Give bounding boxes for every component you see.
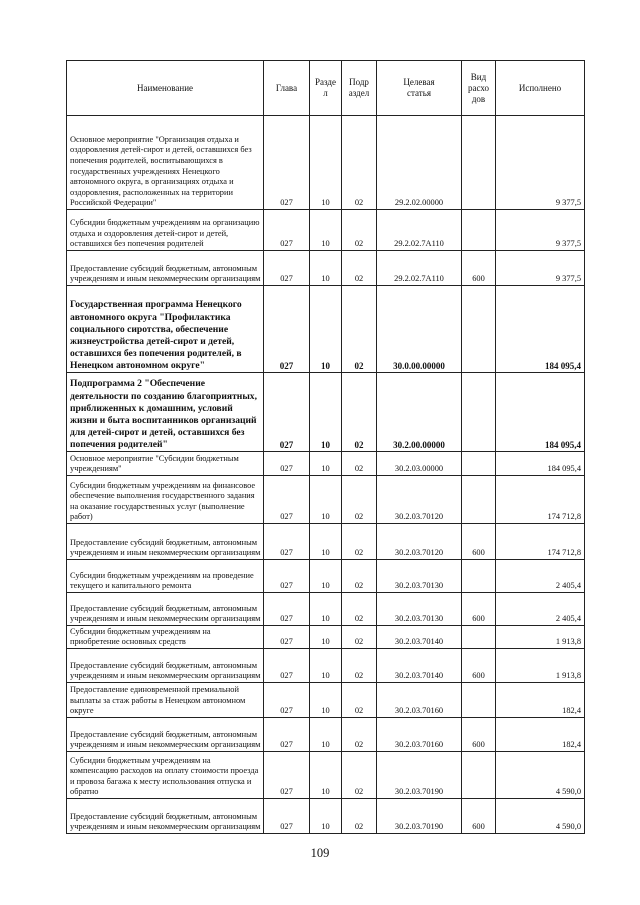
cell-glava: 027 — [264, 593, 310, 626]
cell-name: Основное мероприятие "Организация отдыха и оздоровления детей-сирот и детей, оставшихся без попечения родителей, воспитывающихся в государственных учреждениях Ненецкого автономного округа, в организациях отдыха и оздоровления, расположенных на территории Российской Федерации" — [67, 116, 264, 210]
cell-vid — [462, 373, 496, 452]
cell-vid: 600 — [462, 251, 496, 286]
cell-done: 1 913,8 — [496, 626, 585, 649]
cell-podrazdel: 02 — [342, 476, 377, 524]
cell-target: 30.2.03.70190 — [377, 752, 462, 799]
cell-glava: 027 — [264, 116, 310, 210]
cell-name: Предоставление единовременной премиальной выплаты за стаж работы в Ненецком автономном округе — [67, 683, 264, 718]
cell-vid — [462, 560, 496, 593]
table-row — [67, 560, 585, 593]
cell-name: Предоставление субсидий бюджетным, автономным учреждениям и иным некоммерческим организациям — [67, 524, 264, 560]
table-row — [67, 452, 585, 476]
table-row — [67, 286, 585, 373]
cell-name: Субсидии бюджетным учреждениям на финансовое обеспечение выполнения государственного задания на оказание государственных услуг (выполнение работ) — [67, 476, 264, 524]
cell-target: 30.2.03.70140 — [377, 649, 462, 683]
cell-podrazdel: 02 — [342, 626, 377, 649]
cell-podrazdel: 02 — [342, 524, 377, 560]
cell-glava: 027 — [264, 649, 310, 683]
cell-glava: 027 — [264, 373, 310, 452]
cell-podrazdel: 02 — [342, 593, 377, 626]
cell-name: Основное мероприятие "Субсидии бюджетным учреждениям" — [67, 452, 264, 476]
table-row — [67, 476, 585, 524]
cell-podrazdel: 02 — [342, 116, 377, 210]
header-glava: Глава — [264, 61, 310, 116]
cell-podrazdel: 02 — [342, 649, 377, 683]
cell-target: 30.2.03.70120 — [377, 476, 462, 524]
page-number: 109 — [310, 846, 330, 860]
cell-target: 29.2.02.00000 — [377, 116, 462, 210]
table-body — [67, 116, 585, 834]
table-row — [67, 718, 585, 752]
cell-name: Предоставление субсидий бюджетным, автономным учреждениям и иным некоммерческим организациям — [67, 799, 264, 834]
cell-target: 30.2.03.70130 — [377, 593, 462, 626]
cell-done: 184 095,4 — [496, 452, 585, 476]
table-row — [67, 799, 585, 834]
cell-target: 30.2.00.00000 — [377, 373, 462, 452]
cell-razdel: 10 — [310, 210, 342, 251]
cell-razdel: 10 — [310, 476, 342, 524]
cell-name: Субсидии бюджетным учреждениям на компенсацию расходов на оплату стоимости проезда и провоза багажа к месту использования отпуска и обратно — [67, 752, 264, 799]
table-row — [67, 683, 585, 718]
cell-target: 30.2.03.70120 — [377, 524, 462, 560]
cell-podrazdel: 02 — [342, 752, 377, 799]
cell-razdel: 10 — [310, 251, 342, 286]
cell-glava: 027 — [264, 683, 310, 718]
cell-name: Предоставление субсидий бюджетным, автономным учреждениям и иным некоммерческим организациям — [67, 593, 264, 626]
table-row — [67, 649, 585, 683]
cell-target: 30.2.03.70160 — [377, 683, 462, 718]
cell-done: 2 405,4 — [496, 593, 585, 626]
cell-target: 29.2.02.7А110 — [377, 251, 462, 286]
cell-vid — [462, 210, 496, 251]
cell-razdel: 10 — [310, 116, 342, 210]
cell-name: Предоставление субсидий бюджетным, автономным учреждениям и иным некоммерческим организациям — [67, 649, 264, 683]
cell-vid: 600 — [462, 799, 496, 834]
cell-target: 30.2.03.70190 — [377, 799, 462, 834]
cell-done: 1 913,8 — [496, 649, 585, 683]
cell-razdel: 10 — [310, 286, 342, 373]
table-row — [67, 626, 585, 649]
cell-vid: 600 — [462, 524, 496, 560]
cell-name: Субсидии бюджетным учреждениям на организацию отдыха и оздоровления детей-сирот и детей, оставшихся без попечения родителей — [67, 210, 264, 251]
cell-glava: 027 — [264, 251, 310, 286]
cell-glava: 027 — [264, 560, 310, 593]
cell-razdel: 10 — [310, 752, 342, 799]
cell-vid — [462, 476, 496, 524]
cell-vid: 600 — [462, 718, 496, 752]
cell-podrazdel: 02 — [342, 452, 377, 476]
cell-done: 4 590,0 — [496, 752, 585, 799]
cell-name: Предоставление субсидий бюджетным, автономным учреждениям и иным некоммерческим организациям — [67, 251, 264, 286]
cell-glava: 027 — [264, 452, 310, 476]
cell-glava: 027 — [264, 718, 310, 752]
cell-glava: 027 — [264, 210, 310, 251]
cell-done: 182,4 — [496, 683, 585, 718]
cell-name: Государственная программа Ненецкого автономного округа "Профилактика социального сиротства, обеспечение жизнеустройства детей-сирот и детей, оставшихся без попечения родителей, в Ненецком автономном округе" — [67, 286, 264, 373]
cell-done: 4 590,0 — [496, 799, 585, 834]
cell-razdel: 10 — [310, 683, 342, 718]
table-row — [67, 752, 585, 799]
header-target: Целевая статья — [377, 61, 462, 116]
cell-razdel: 10 — [310, 452, 342, 476]
cell-podrazdel: 02 — [342, 683, 377, 718]
cell-done: 9 377,5 — [496, 116, 585, 210]
cell-glava: 027 — [264, 799, 310, 834]
cell-glava: 027 — [264, 626, 310, 649]
cell-razdel: 10 — [310, 718, 342, 752]
header-name: Наименование — [67, 61, 264, 116]
cell-vid — [462, 452, 496, 476]
table-row — [67, 373, 585, 452]
cell-done: 182,4 — [496, 718, 585, 752]
cell-target: 30.2.03.70140 — [377, 626, 462, 649]
cell-razdel: 10 — [310, 373, 342, 452]
table-row — [67, 251, 585, 286]
cell-target: 30.0.00.00000 — [377, 286, 462, 373]
cell-razdel: 10 — [310, 799, 342, 834]
cell-target: 30.2.03.70130 — [377, 560, 462, 593]
header-podrazdel: Подр аздел — [342, 61, 377, 116]
cell-razdel: 10 — [310, 649, 342, 683]
header-done: Исполнено — [496, 61, 585, 116]
cell-done: 184 095,4 — [496, 286, 585, 373]
cell-done: 174 712,8 — [496, 476, 585, 524]
cell-vid: 600 — [462, 649, 496, 683]
cell-glava: 027 — [264, 752, 310, 799]
cell-razdel: 10 — [310, 524, 342, 560]
table-row — [67, 210, 585, 251]
cell-podrazdel: 02 — [342, 251, 377, 286]
cell-razdel: 10 — [310, 593, 342, 626]
cell-target: 29.2.02.7А110 — [377, 210, 462, 251]
cell-vid — [462, 116, 496, 210]
cell-done: 9 377,5 — [496, 210, 585, 251]
cell-vid — [462, 626, 496, 649]
cell-name: Подпрограмма 2 "Обеспечение деятельности по созданию благоприятных, приближенных к домашним, условий жизни и быта воспитанников организаций для детей-сирот и детей, оставшихся без попечения родителей" — [67, 373, 264, 452]
cell-podrazdel: 02 — [342, 718, 377, 752]
cell-vid: 600 — [462, 593, 496, 626]
cell-podrazdel: 02 — [342, 560, 377, 593]
cell-vid — [462, 683, 496, 718]
header-razdel: Разде л — [310, 61, 342, 116]
cell-podrazdel: 02 — [342, 286, 377, 373]
cell-done: 184 095,4 — [496, 373, 585, 452]
cell-vid — [462, 752, 496, 799]
table-row — [67, 593, 585, 626]
cell-target: 30.2.03.70160 — [377, 718, 462, 752]
cell-done: 2 405,4 — [496, 560, 585, 593]
cell-podrazdel: 02 — [342, 799, 377, 834]
cell-razdel: 10 — [310, 626, 342, 649]
cell-glava: 027 — [264, 286, 310, 373]
cell-vid — [462, 286, 496, 373]
table-row — [67, 116, 585, 210]
cell-glava: 027 — [264, 476, 310, 524]
cell-name: Предоставление субсидий бюджетным, автономным учреждениям и иным некоммерческим организациям — [67, 718, 264, 752]
cell-razdel: 10 — [310, 560, 342, 593]
table-header-row — [67, 61, 585, 116]
cell-done: 174 712,8 — [496, 524, 585, 560]
cell-glava: 027 — [264, 524, 310, 560]
cell-done: 9 377,5 — [496, 251, 585, 286]
table-row — [67, 524, 585, 560]
budget-table — [66, 60, 585, 834]
cell-name: Субсидии бюджетным учреждениям на проведение текущего и капитального ремонта — [67, 560, 264, 593]
cell-podrazdel: 02 — [342, 373, 377, 452]
cell-target: 30.2.03.00000 — [377, 452, 462, 476]
cell-name: Субсидии бюджетным учреждениям на приобретение основных средств — [67, 626, 264, 649]
header-vid: Вид расхо дов — [462, 61, 496, 116]
cell-podrazdel: 02 — [342, 210, 377, 251]
